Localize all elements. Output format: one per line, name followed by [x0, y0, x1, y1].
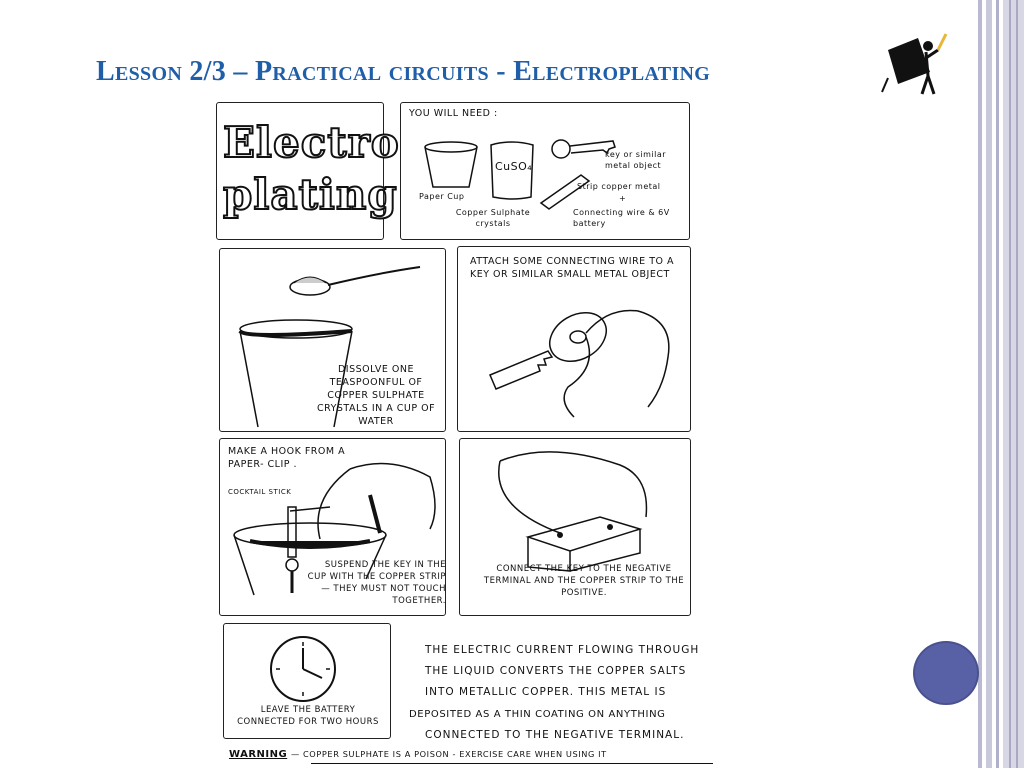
- logo-line-1: Electro: [223, 118, 400, 167]
- logo-line-2: plating: [223, 170, 398, 219]
- battery-wires-icon: [480, 447, 680, 571]
- border-stripe: [1003, 0, 1024, 768]
- explanation-line-3: INTO METALLIC COPPER. THIS METAL IS: [425, 686, 667, 698]
- leave-text: LEAVE THE BATTERY CONNECTED FOR TWO HOURS: [237, 705, 379, 727]
- you-will-need-panel: [400, 102, 690, 240]
- slide-title: Lesson 2/3 – Practical circuits - Electroplating: [96, 56, 711, 87]
- border-stripe: [986, 0, 992, 768]
- paper-cup-label: Paper Cup: [419, 192, 465, 201]
- border-stripe: [978, 0, 982, 768]
- explanation-line-5: CONNECTED TO THE NEGATIVE TERMINAL.: [425, 729, 685, 741]
- strip-label: Strip copper metal: [577, 182, 661, 191]
- suspend-panel: [219, 438, 446, 616]
- clock-panel: [223, 623, 391, 739]
- warning-underline: [311, 763, 713, 764]
- dissolve-text: DISSOLVE ONE TEASPOONFUL OF COPPER SULPHATE CRYSTALS IN A CUP OF WATER: [316, 364, 436, 427]
- spoon-icon: [288, 263, 428, 299]
- plus-sign: +: [619, 194, 627, 203]
- you-will-need-heading: YOU WILL NEED :: [409, 108, 498, 119]
- explanation-line-1: THE ELECTRIC CURRENT FLOWING THROUGH: [425, 644, 700, 656]
- connect-panel: [459, 438, 691, 616]
- border-stripe: [1009, 0, 1011, 768]
- worksheet-image: [213, 98, 716, 768]
- warning-text: — COPPER SULPHATE IS A POISON - EXERCISE CARE WHEN USING IT: [291, 749, 607, 759]
- key-with-wire-icon: [488, 297, 684, 423]
- border-stripe: [1016, 0, 1018, 768]
- attach-text: ATTACH SOME CONNECTING WIRE TO A KEY OR SIMILAR SMALL METAL OBJECT: [470, 256, 674, 280]
- decorative-circle: [913, 641, 979, 705]
- bag-formula: CuSO₄: [495, 160, 533, 173]
- connect-text: CONNECT THE KEY TO THE NEGATIVE TERMINAL AND THE COPPER STRIP TO THE POSITIVE.: [483, 564, 685, 598]
- paper-cup-icon: [423, 141, 483, 191]
- hook-text: MAKE A HOOK FROM A PAPER- CLIP .: [228, 446, 346, 470]
- attach-panel: [457, 246, 691, 432]
- border-stripe: [996, 0, 999, 768]
- key-label: key or similar metal object: [605, 150, 667, 170]
- warning-label: WARNING: [229, 749, 288, 760]
- logo-panel: [216, 102, 400, 240]
- dissolve-panel: [219, 248, 446, 432]
- wire-label: Connecting wire & 6V battery: [573, 208, 670, 228]
- suspend-text: SUSPEND THE KEY IN THE CUP WITH THE COPPER STRIP — THEY MUST NOT TOUCH TOGETHER.: [307, 560, 446, 606]
- explanation-line-2: THE LIQUID CONVERTS THE COPPER SALTS: [425, 665, 687, 677]
- writing-figure-icon: [878, 32, 948, 96]
- clock-icon: [268, 634, 338, 704]
- cocktail-label: COCKTAIL STICK: [228, 488, 292, 496]
- crystals-label: Copper Sulphate crystals: [455, 208, 531, 228]
- explanation-line-4: DEPOSITED AS A THIN COATING ON ANYTHING: [409, 709, 666, 720]
